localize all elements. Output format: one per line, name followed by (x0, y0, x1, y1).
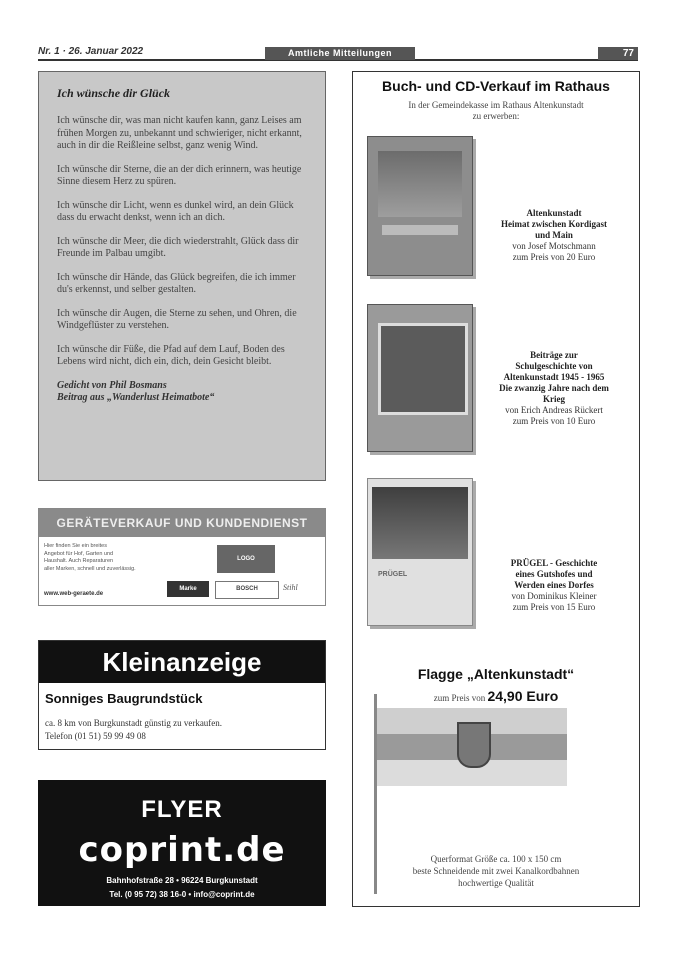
book-title-line: Altenkunstadt 1945 - 1965 (503, 372, 605, 382)
geraete-text-line: Haushalt. Auch Reparaturen (44, 558, 114, 564)
geraete-text (44, 543, 164, 573)
poem-stanza: Ich wünsche dir Sterne, die an der dich erinnern, was heutige Sinne diesem Herz zu spüren. (57, 163, 302, 187)
flag-image (377, 708, 567, 786)
poem-title: Ich wünsche dir Glück (57, 86, 171, 100)
book-sale-subtitle: In der Gemeindekasse im Rathaus Altenkunstadt (408, 100, 584, 110)
cover-image (378, 151, 462, 217)
classified-title: Sonniges Baugrundstück (45, 691, 203, 706)
flag-note: Querformat Größe ca. 100 x 150 cm (430, 854, 562, 864)
book-author: von Josef Motschmann (512, 241, 596, 251)
flag-note: hochwertige Qualität (458, 878, 534, 888)
book-author: von Dominikus Kleiner (511, 591, 597, 601)
poem-box (38, 71, 326, 481)
cover-image (378, 323, 468, 415)
geraete-heading: GERÄTEVERKAUF UND KUNDENDIENST (39, 509, 325, 537)
book-title-line: Die zwanzig Jahre nach dem (499, 383, 609, 393)
book-title-line: eines Gutshofes und (515, 569, 593, 579)
poem-stanza: Ich wünsche dir Hände, das Glück begreifen, die ich immer du's erkennst, und selber gestalten. (57, 271, 296, 295)
flyer-title: FLYER (141, 796, 223, 823)
book-title-line: Schulgeschichte von (515, 361, 593, 371)
flyer-contact: Tel. (0 95 72) 38 16-0 • info@coprint.de (109, 890, 255, 899)
classified-text: ca. 8 km von Burgkunstadt günstig zu verkaufen. (45, 718, 223, 728)
stihl-logo: Stihl (283, 583, 298, 592)
page-number: 77 (598, 47, 638, 60)
coat-of-arms-icon (457, 722, 491, 768)
cover-title-bar (382, 225, 458, 235)
book-description (479, 350, 629, 427)
book-title-line: Werden eines Dorfes (514, 580, 594, 590)
classified-ad (38, 640, 326, 750)
geraete-ad[interactable] (38, 508, 326, 606)
brand-logo: LOGO (217, 545, 275, 573)
bosch-logo: BOSCH (215, 581, 279, 599)
book-cover-schulgeschichte (367, 304, 473, 452)
book-title-line: Heimat zwischen Kordigast (501, 219, 607, 229)
book-price: zum Preis von 15 Euro (512, 602, 596, 612)
classified-phone: Telefon (01 51) 59 99 49 08 (45, 731, 146, 741)
coprint-logo: coprint.de (78, 830, 286, 870)
cover-image (372, 487, 468, 559)
classified-heading: Kleinanzeige (39, 641, 325, 683)
poem-stanza: Ich wünsche dir Augen, die Sterne zu sehen, und Ohren, die Windgeflüster zu verstehen. (57, 307, 297, 331)
flag-price-value: 24,90 Euro (487, 688, 559, 704)
flag-title: Flagge „Altenkunstadt“ (417, 666, 575, 682)
book-title-line: PRÜGEL - Geschichte (510, 558, 598, 568)
geraete-website[interactable]: www.web-geraete.de (44, 591, 104, 597)
geraete-text-line: aller Marken, schnell und zuverlässig. (44, 565, 136, 572)
poem-credit: Gedicht von Phil Bosmans (57, 379, 167, 391)
flag-note: beste Schneidende mit zwei Kanalkordbahnen (412, 866, 580, 876)
book-price: zum Preis von 10 Euro (512, 416, 596, 426)
brand-logo: Marke (167, 581, 209, 597)
book-title-line: Beiträge zur (530, 350, 578, 360)
geraete-text-line: Hier finden Sie ein breites (44, 543, 107, 549)
cover-title: PRÜGEL (378, 571, 408, 578)
poem-stanza: Ich wünsche dir Meer, die dich wiederstrahlt, Glück dass dir Freunde im Palbau umgibt. (57, 235, 299, 259)
poem-stanza: Ich wünsche dir Licht, wenn es dunkel wird, an dein Glück dass du erwacht denkst, wenn ich an dich. (57, 199, 294, 223)
poem-stanza: Ich wünsche dir Füße, die Pfad auf dem Lauf, Boden des Lebens wird nicht, dich ein, dich, dein Gesicht bleibt. (57, 343, 285, 367)
book-title-line: und Main (535, 230, 573, 240)
book-cover-pruegel (367, 478, 473, 626)
book-title-line: Altenkunstadt (526, 208, 582, 218)
flag-price-prefix: zum Preis von (433, 693, 486, 703)
book-description (479, 558, 629, 613)
book-sale-subtitle: zu erwerben: (472, 111, 520, 121)
book-cover-altenkunstadt (367, 136, 473, 276)
issue-label: Nr. 1 · 26. Januar 2022 (38, 46, 144, 57)
book-price: zum Preis von 20 Euro (512, 252, 596, 262)
flag-price (353, 688, 639, 704)
book-sale-title: Buch- und CD-Verkauf im Rathaus (382, 78, 610, 94)
book-sale-box (352, 71, 640, 907)
section-label: Amtliche Mitteilungen (265, 47, 415, 60)
flyer-ad[interactable] (38, 780, 326, 906)
geraete-text-line: Angebot für Hof, Garten und (44, 550, 114, 557)
book-author: von Erich Andreas Rückert (505, 405, 603, 415)
book-title-line: Krieg (543, 394, 565, 404)
book-description (479, 208, 629, 263)
poem-stanza: Ich wünsche dir, was man nicht kaufen kann, ganz Leises am frühen Morgen zu, unbekannt und schwieriger, nicht erkannt, auch in dir die Reißleine selbst, ganz wenig Wind. (57, 115, 302, 151)
flyer-address: Bahnhofstraße 28 • 96224 Burgkunstadt (106, 876, 258, 885)
poem-source: Beitrag aus „Wanderlust Heimatbote“ (57, 391, 215, 403)
